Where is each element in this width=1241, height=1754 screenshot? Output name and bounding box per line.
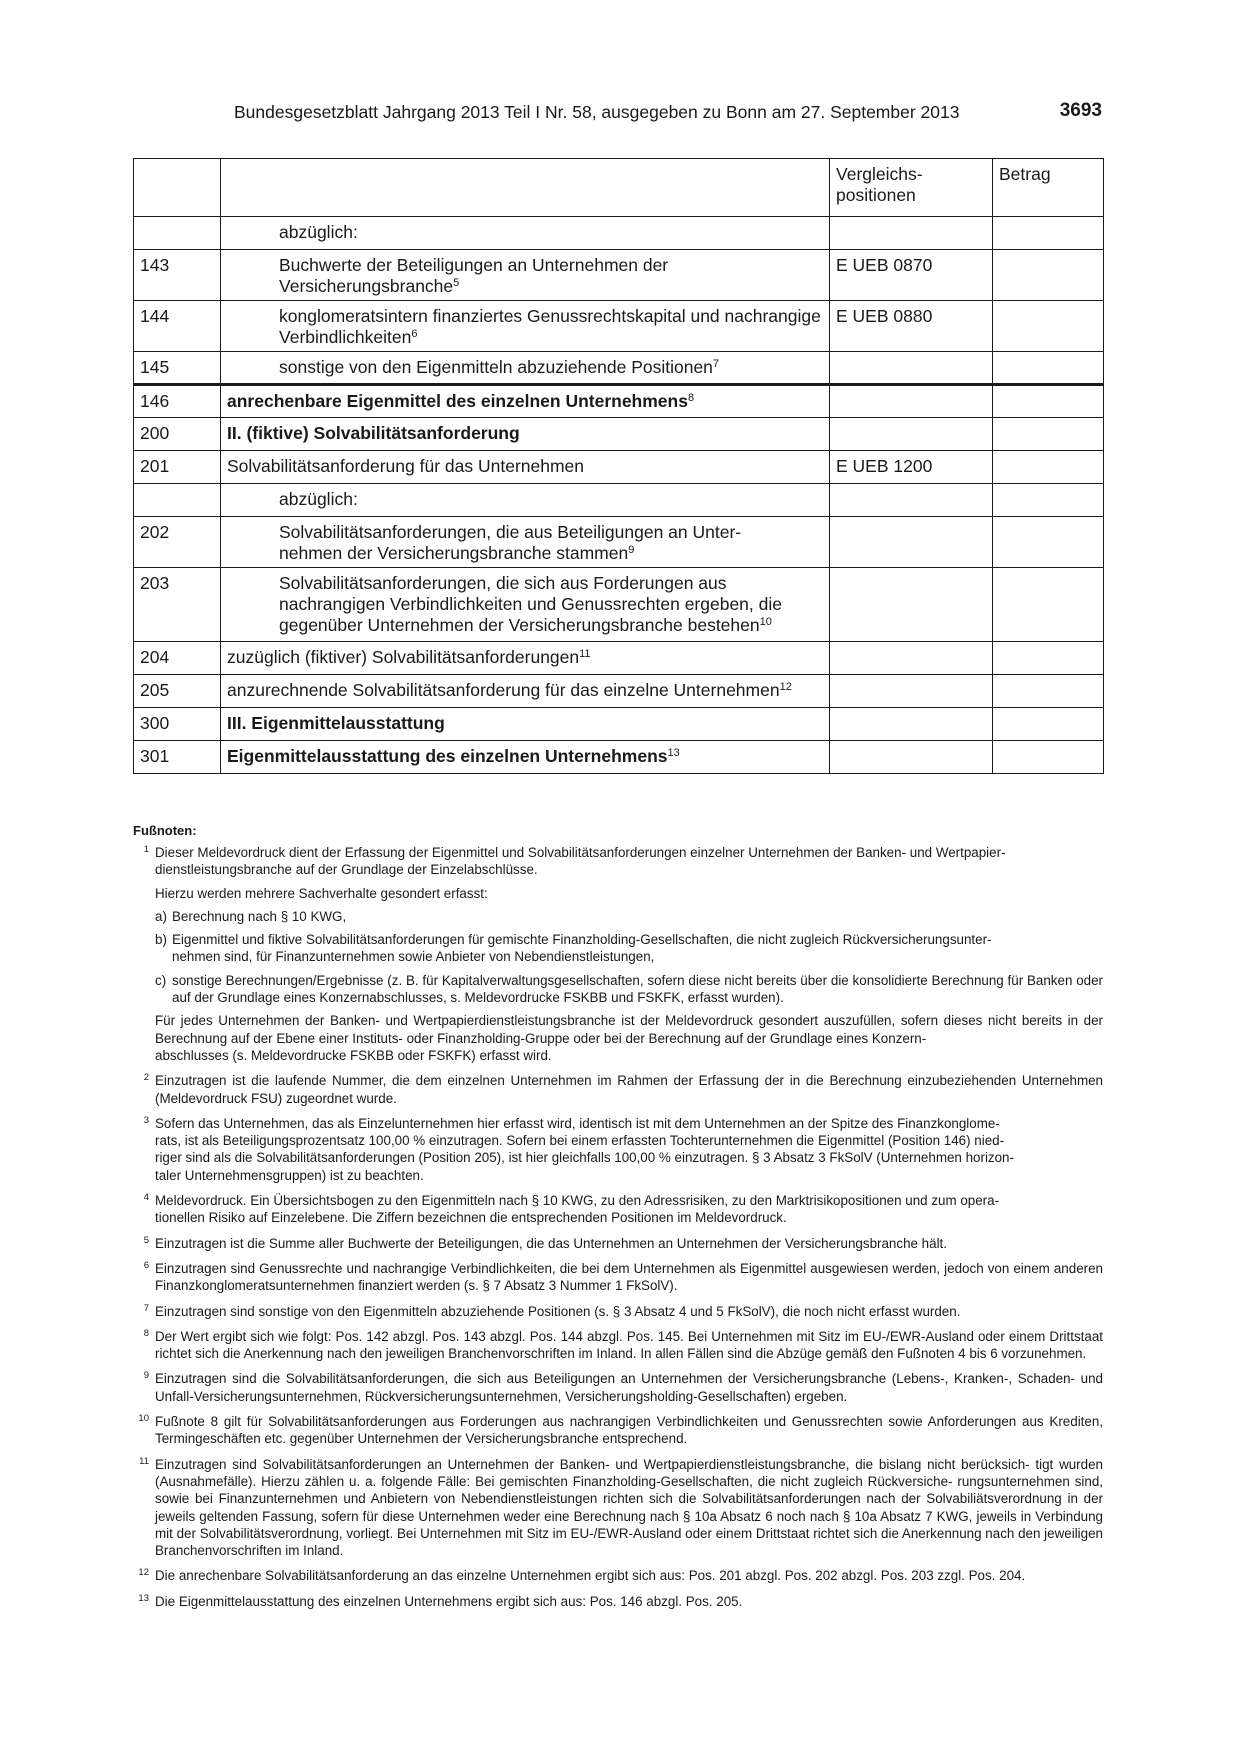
- row-nr: 203: [134, 568, 221, 642]
- row-vergleich: [830, 217, 993, 250]
- row-nr: 200: [134, 418, 221, 451]
- footnote-1-item-a: a) Berechnung nach § 10 KWG,: [155, 908, 347, 924]
- row-vergleich: [830, 517, 993, 568]
- footnote-7: 7 Einzutragen sind sonstige von den Eigenmitteln abzuziehende Positionen (s. § 3 Absatz 4 und 5 FkSolV), die noch nicht erfasst wurden.: [143, 1302, 961, 1319]
- table-row: [134, 352, 1104, 385]
- row-betrag: [993, 418, 1104, 451]
- footnote-13: 13 Die Eigenmittelausstattung des einzelnen Unternehmens ergibt sich aus: Pos. 146 abzgl. Pos. 205.: [138, 1592, 743, 1609]
- table-row: [134, 708, 1104, 741]
- row-vergleich: [830, 675, 993, 708]
- row-text: Buchwerte der Beteiligungen an Unternehmen der Versicherungsbranche$^5$: [221, 250, 830, 301]
- row-nr: 146: [134, 385, 221, 418]
- footnote-1-item-b: b) Eigenmittel und fiktive Solvabilitätsanforderungen für gemischte Finanzholding-Gesellschaften, die nicht zugleich Rückversicherungsunter- nehmen sind, für Finanzunternehmen sowie Anbieter von Nebendienstleistungen,: [155, 932, 992, 965]
- row-nr: 202: [134, 517, 221, 568]
- footnotes-section: [133, 844, 1103, 1618]
- row-nr: [134, 217, 221, 250]
- row-vergleich: [830, 418, 993, 451]
- row-text: anzurechnende Solvabilitätsanforderung für das einzelne Unternehmen$^{12}$: [221, 675, 830, 708]
- row-vergleich: [830, 642, 993, 675]
- position-table: [133, 158, 1104, 774]
- footnote-2: 2 Einzutragen ist die laufende Nummer, die dem einzelnen Unternehmen im Rahmen der Erfassung der in die Berechnung einzubeziehenden Unternehmen (Meldevordruck FSU) zugeordnet wurde.: [143, 1072, 1103, 1106]
- row-nr: 300: [134, 708, 221, 741]
- row-betrag: [993, 385, 1104, 418]
- row-text: II. (fiktive) Solvabilitätsanforderung: [221, 418, 830, 451]
- footnotes-title: Fußnoten:: [133, 823, 197, 838]
- footnote-6: 6 Einzutragen sind Genussrechte und nachrangige Verbindlichkeiten, die bei dem Unternehmen als Eigenmittel ausgewiesen werden, jedoch von einem anderen Finanzkonglomeratsunternehmen finanziert werden (s. § 7 Absatz 3 Nummer 1 FkSolV).: [143, 1259, 1103, 1294]
- row-vergleich: [830, 352, 993, 385]
- header-cell-nr: [134, 159, 221, 217]
- table-row: [134, 675, 1104, 708]
- row-text: Eigenmittelausstattung des einzelnen Unternehmens$^{13}$: [221, 741, 830, 774]
- row-vergleich: E UEB 0870: [830, 250, 993, 301]
- row-nr: [134, 484, 221, 517]
- table-row: [134, 418, 1104, 451]
- table-row: [134, 217, 1104, 250]
- table-row: [134, 517, 1104, 568]
- row-betrag: [993, 517, 1104, 568]
- row-vergleich: E UEB 1200: [830, 451, 993, 484]
- table-row: [134, 484, 1104, 517]
- footnote-8: 8 Der Wert ergibt sich wie folgt: Pos. 142 abzgl. Pos. 143 abzgl. Pos. 144 abzgl. Pos. 145. Bei Unternehmen mit Sitz im EU-/EWR-Ausland oder einem Drittstaat richtet sich die Anerkennung nach den jeweiligen Branchenvorschriften im Inland. In allen Fällen sind die Abzüge gemäß den Fußnoten 4 bis 6 vorzunehmen.: [143, 1327, 1103, 1362]
- footnote-10: 10 Fußnote 8 gilt für Solvabilitätsanforderungen aus Forderungen aus nachrangigen Verbindlichkeiten und Genussrechten sowie Anforderungen aus Krediten, Termingeschäften etc. gegenüber Unternehmen der Versicherungsbranche entsprechend.: [138, 1413, 1103, 1447]
- row-betrag: [993, 741, 1104, 774]
- row-text: Solvabilitätsanforderung für das Unternehmen: [221, 451, 830, 484]
- row-nr: 201: [134, 451, 221, 484]
- table-row: [134, 568, 1104, 642]
- row-betrag: [993, 301, 1104, 352]
- row-text: zuzüglich (fiktiver) Solvabilitätsanforderungen$^{11}$: [221, 642, 830, 675]
- row-text: abzüglich:: [221, 217, 830, 250]
- table-row: [134, 741, 1104, 774]
- row-vergleich: E UEB 0880: [830, 301, 993, 352]
- row-betrag: [993, 675, 1104, 708]
- footnote-9: 9 Einzutragen sind die Solvabilitätsanforderungen, die sich aus Beteiligungen an Unternehmen der Versicherungsbranche (Lebens-, Kranken-, Schaden- und Unfall-Versicherungsunternehmen, Rückversicherungsunternehmen, Versicherungsholding-Gesellschaften) ergeben.: [143, 1370, 1103, 1404]
- footnote-4: 4 Meldevordruck. Ein Übersichtsbogen zu den Eigenmitteln nach § 10 KWG, zu den Adressrisiken, zu den Marktrisikopositionen und zum opera- tionellen Risiko auf Einzelebene. Die Ziffern bezeichnen die entsprechenden Positionen im Meldevordruck.: [143, 1192, 1000, 1226]
- header-betrag: Betrag: [993, 159, 1104, 217]
- page-header: [234, 101, 1102, 123]
- row-text: konglomeratsintern finanziertes Genussrechtskapital und nachrangige Verbindlichkeiten$^6$: [221, 301, 830, 352]
- table-row: [134, 642, 1104, 675]
- row-text: anrechenbare Eigenmittel des einzelnen Unternehmens$^8$: [221, 385, 830, 418]
- row-nr: 144: [134, 301, 221, 352]
- row-nr: 145: [134, 352, 221, 385]
- row-nr: 143: [134, 250, 221, 301]
- row-betrag: [993, 568, 1104, 642]
- row-vergleich: [830, 568, 993, 642]
- table-row: [134, 451, 1104, 484]
- row-betrag: [993, 217, 1104, 250]
- footnote-1-item-c: c) sonstige Berechnungen/Ergebnisse (z. B. für Kapitalverwaltungsgesellschaften, sofern diese nicht bereits über die konsolidierte Berechnung für Banken oder auf der Grundlage eines Konzernabschlusses, s. Meldevordrucke FSKBB und FSKFK, erfasst wurden).: [155, 972, 1103, 1006]
- row-text: III. Eigenmittelausstattung: [221, 708, 830, 741]
- footnote-1-paragraph: Für jedes Unternehmen der Banken- und Wertpapierdienstleistungsbranche ist der Meldevordruck gesondert auszufüllen, sofern dieses nicht bereits in der Berechnung auf der Ebene einer Instituts- oder Finanzholding-Gruppe oder bei der Berechnung auf der Grundlage eines Konzern- abschlusses (s. Meldevordrucke FSKBB oder FSKFK) erfasst wird.: [155, 1013, 1103, 1063]
- row-vergleich: [830, 708, 993, 741]
- row-nr: 205: [134, 675, 221, 708]
- row-betrag: [993, 708, 1104, 741]
- row-text: Solvabilitätsanforderungen, die aus Beteiligungen an Unter- nehmen der Versicherungsbranche stammen$^9$: [221, 517, 830, 568]
- page-number: 3693: [1059, 100, 1102, 121]
- header-title: Bundesgesetzblatt Jahrgang 2013 Teil I Nr. 58, ausgegeben zu Bonn am 27. September 2013: [234, 102, 960, 122]
- footnote-11: 11 Einzutragen sind Solvabilitätsanforderungen an Unternehmen der Banken- und Wertpapierdienstleistungsbranche, die bislang nicht berücksich- tigt wurden (Ausnahmefälle). Hierzu zählen u. a. folgende Fälle: Bei gemischten Finanzholding-Gesellschaften, die nicht zugleich Rückversiche- rungsunternehmen sind, sowie bei Finanzunternehmen und Anbietern von Nebendienstleistungen richten sich die Solvabilitätsanforderungen nach der Solvabiliätsverordnung in der jeweils geltenden Fassung, sofern für diese Unternehmen weder eine Berechnung nach § 10a Absatz 6 noch nach § 10a Absatz 7 KWG, jeweils in Verbindung mit der Solvabilitätsverordnung, vorliegt. Bei Unternehmen mit Sitz im EU-/EWR-Ausland oder einem Drittstaat richtet sich die Anerkennung nach den jeweiligen Branchenvorschriften im Inland.: [139, 1455, 1103, 1559]
- row-betrag: [993, 642, 1104, 675]
- header-cell-text: [221, 159, 830, 217]
- row-vergleich: [830, 484, 993, 517]
- footnote-12: 12 Die anrechenbare Solvabilitätsanforderung an das einzelne Unternehmen ergibt sich aus: Pos. 201 abzgl. Pos. 202 abzgl. Pos. 203 zzgl. Pos. 204.: [138, 1567, 1026, 1584]
- footnote-1-intro: Hierzu werden mehrere Sachverhalte gesondert erfasst:: [155, 885, 488, 901]
- table-header-row: [134, 159, 1104, 217]
- row-vergleich: [830, 741, 993, 774]
- table-row: [134, 385, 1104, 418]
- row-text: Solvabilitätsanforderungen, die sich aus Forderungen aus nachrangigen Verbindlichkeiten und Genussrechten ergeben, die gegenüber Unternehmen der Versicherungsbranche bestehen$^{10}$: [221, 568, 830, 642]
- row-vergleich: [830, 385, 993, 418]
- footnote-5: 5 Einzutragen ist die Summe aller Buchwerte der Beteiligungen, die das Unternehmen an Unternehmen der Versicherungsbranche hält.: [143, 1234, 947, 1251]
- row-text: abzüglich:: [221, 484, 830, 517]
- row-nr: 301: [134, 741, 221, 774]
- table-row: [134, 301, 1104, 352]
- row-betrag: [993, 352, 1104, 385]
- row-text: sonstige von den Eigenmitteln abzuziehende Positionen$^7$: [221, 352, 830, 385]
- row-betrag: [993, 451, 1104, 484]
- row-nr: 204: [134, 642, 221, 675]
- table-row: [134, 250, 1104, 301]
- footnote-1: 1 Dieser Meldevordruck dient der Erfassung der Eigenmittel und Solvabilitätsanforderungen einzelner Unternehmen der Banken- und Wertpapier- dienstleistungsbranche auf der Grundlage der Einzelabschlüsse.: [143, 844, 1006, 878]
- row-betrag: [993, 484, 1104, 517]
- header-vergleichspositionen: Vergleichs- positionen: [830, 159, 993, 217]
- row-betrag: [993, 250, 1104, 301]
- footnote-3: 3 Sofern das Unternehmen, das als Einzelunternehmen hier erfasst wird, identisch ist mit dem Unternehmen an der Spitze des Finanzkonglome- rats, ist als Beteiligungsprozentsatz 100,00 % einzutragen. Sofern bei einem erfassten Tochterunternehmen die Eigenmittel (Position 146) nied- riger sind als die Solvabilitätsanforderungen (Position 205), ist hier gleichfalls 100,00 % einzutragen. § 3 Absatz 3 FkSolV (Unternehmen horizon- taler Unternehmensgruppen) ist zu beachten.: [143, 1114, 1014, 1183]
